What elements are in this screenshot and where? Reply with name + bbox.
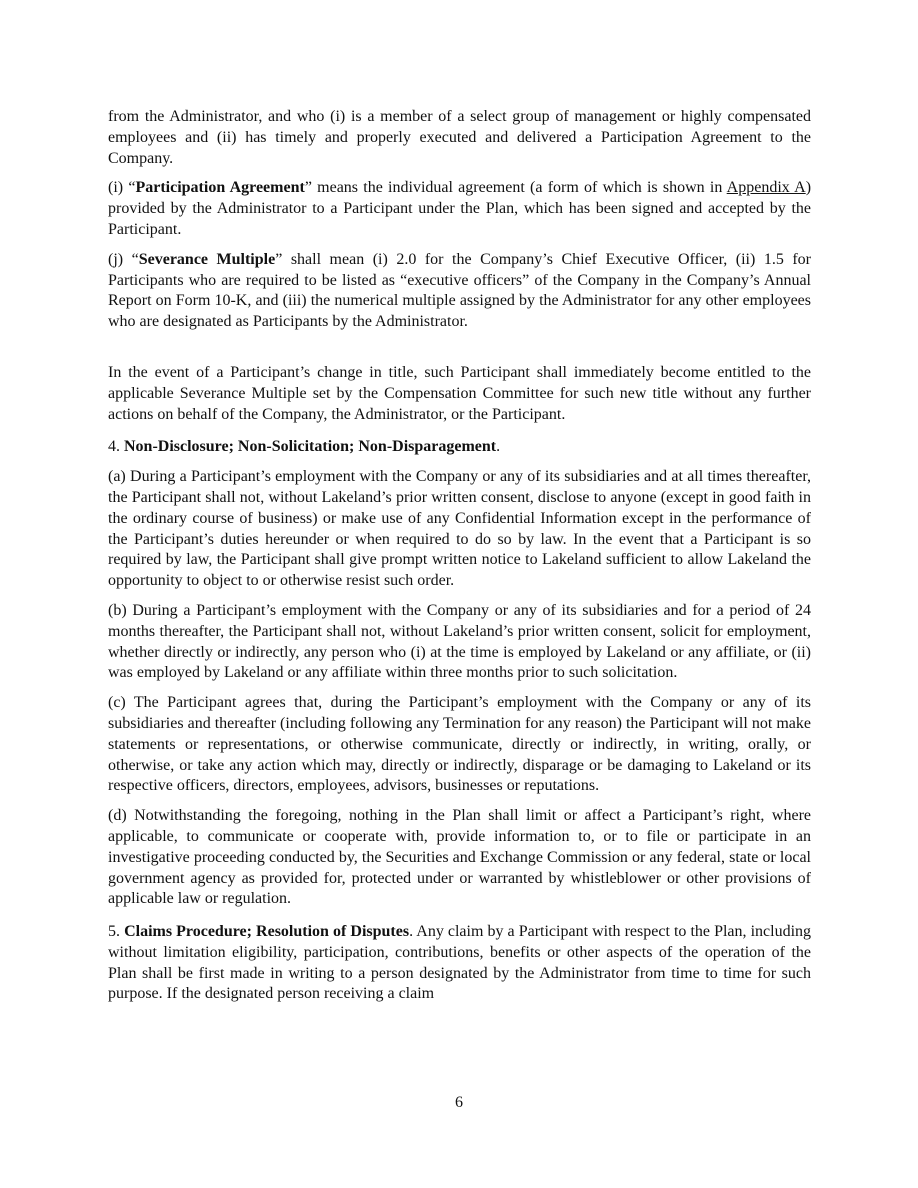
- page-number: 6: [455, 1094, 463, 1111]
- paragraph-definition-i: [108, 178, 811, 240]
- appendix-a-link[interactable]: Appendix A: [726, 179, 806, 197]
- paragraph-4a: (a) During a Participant’s employment with the Company or any of its subsidiaries and at all times thereafter, the Participant shall not, without Lakeland’s prior written consent, disclose to anyone (except in good faith in the ordinary course of business) or make use of any Confidential Information except in the performance of the Participant’s duties hereunder or when required to do so by law. In the event that a Participant is so required by law, the Participant shall give prompt written notice to Lakeland sufficient to allow Lakeland the opportunity to object to or otherwise resist such order.: [108, 468, 811, 590]
- paragraph-4b: (b) During a Participant’s employment with the Company or any of its subsidiaries and for a period of 24 months thereafter, the Participant shall not, without Lakeland’s prior written consent, solicit for employment, whether directly or indirectly, any person who (i) at the time is employed by Lakeland or any affiliate, or (ii) was employed by Lakeland or any affiliate within three months prior to such solicitation.: [108, 601, 811, 682]
- section-5-text: . Any claim by a Participant with respect to the Plan, including without limitation eligibility, participation, contributions, benefits or other aspects of the operation of the Plan shall be first made in writing to a person designated by the Administrator from time to time for such purpose. If the designated person receiving a claim: [108, 923, 812, 1003]
- definition-i-term: Participation Agreement: [135, 179, 305, 197]
- definition-i-rest: ) provided by the Administrator to a Participant under the Plan, which has been signed and accepted by the Participant.: [108, 179, 812, 238]
- document-page: [108, 107, 811, 1005]
- definition-j-prefix: (j) “: [108, 250, 139, 268]
- section-5-number: 5.: [108, 923, 125, 941]
- section-4-title: Non-Disclosure; Non-Solicitation; Non-Disparagement: [124, 438, 497, 456]
- paragraph-continuation: from the Administrator, and who (i) is a member of a select group of management or highly compensated employees and (ii) has timely and properly executed and delivered a Participation Agreement to the Company.: [108, 108, 811, 167]
- paragraph-definition-j: [108, 250, 811, 333]
- section-5-paragraph: [108, 922, 811, 1005]
- paragraph-change-in-title: In the event of a Participant’s change in title, such Participant shall immediately become entitled to the applicable Severance Multiple set by the Compensation Committee for such new title without any further actions on behalf of the Company, the Administrator, or the Participant.: [108, 363, 811, 423]
- paragraph-4c: (c) The Participant agrees that, during the Participant’s employment with the Company or any of its subsidiaries and thereafter (including following any Termination for any reason) the Participant will not make statements or representations, or otherwise communicate, directly or indirectly, in writing, orally, or otherwise, or take any action which may, directly or indirectly, disparage or be damaging to Lakeland or its respective officers, directors, employees, advisors, businesses or reputations.: [108, 694, 811, 795]
- definition-i-mid: ” means the individual agreement (a form of which is shown in: [304, 179, 727, 197]
- section-5-title: Claims Procedure; Resolution of Disputes: [124, 923, 410, 941]
- section-4-period: .: [496, 438, 501, 456]
- paragraph-4d: (d) Notwithstanding the foregoing, nothing in the Plan shall limit or affect a Participant’s right, where applicable, to communicate or cooperate with, provide information to, or to file or participate in an investigative proceeding conducted by, the Securities and Exchange Commission or any federal, state or local government agency as provided for, protected under or warranted by whistleblower or other provisions of applicable law or regulation.: [108, 807, 811, 908]
- definition-i-prefix: (i) “: [108, 179, 136, 197]
- section-4-number: 4.: [108, 438, 124, 456]
- definition-j-term: Severance Multiple: [138, 250, 276, 268]
- section-4-heading: [108, 437, 811, 458]
- definition-j-rest: ” shall mean (i) 2.0 for the Company’s Chief Executive Officer, (ii) 1.5 for Participants who are required to be listed as “executive officers” of the Company in the Company’s Annual Report on Form 10-K, and (iii) the numerical multiple assigned by the Administrator for any other employees who are designated as Participants by the Administrator.: [108, 250, 812, 331]
